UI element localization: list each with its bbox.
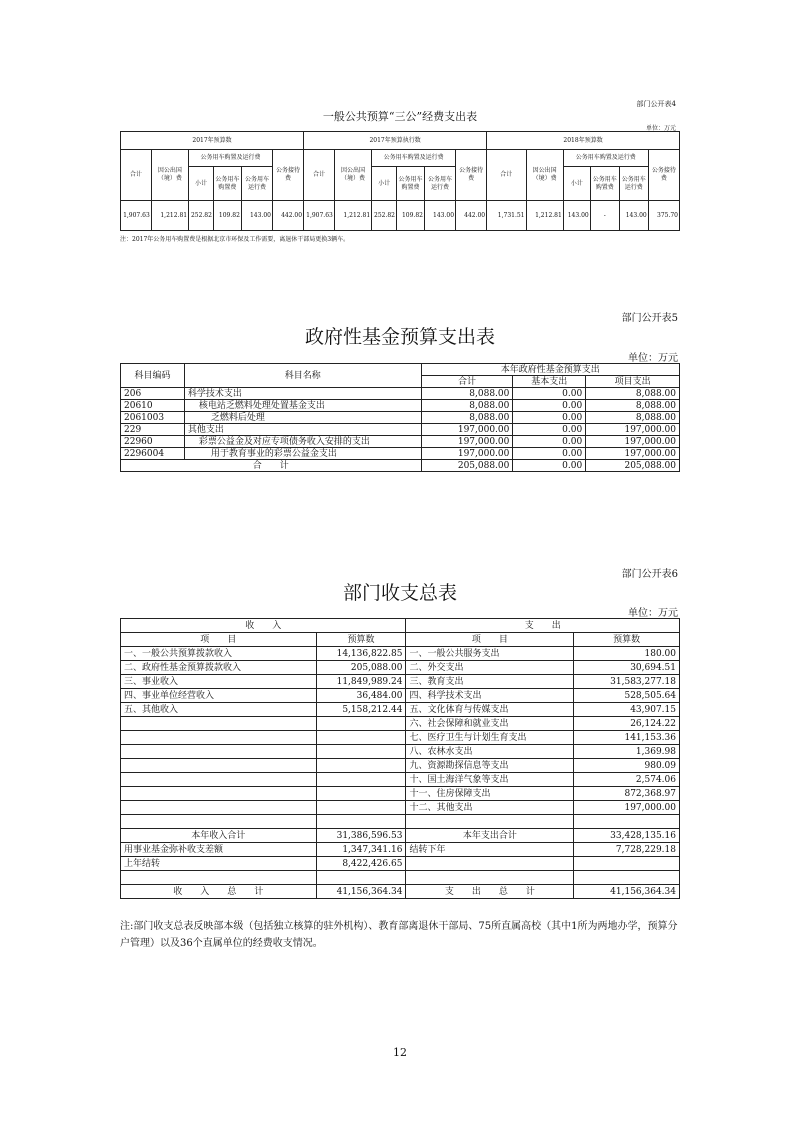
table4-unit: 单位：万元 <box>645 125 676 132</box>
table-row <box>121 703 680 717</box>
total-cell: 8,088.00 <box>421 400 513 412</box>
expense-item: 十二、其他支出 <box>406 801 574 815</box>
col-running: 公务用车运行费 <box>424 167 455 201</box>
total-cell: 197,000.00 <box>421 448 513 460</box>
table-row <box>121 675 680 689</box>
col-reception: 公务接待费 <box>272 150 303 201</box>
group-header-3: 2018年预算数 <box>487 132 680 150</box>
year-total-row <box>121 829 680 843</box>
income-item <box>121 745 317 759</box>
value-cell: 1,907.63 <box>304 201 335 231</box>
value-cell: 1,212.81 <box>526 201 563 231</box>
expense-value: 30,694.51 <box>574 661 680 675</box>
table-row <box>121 717 680 731</box>
table-row <box>121 661 680 675</box>
expense-item: 一、一般公共服务支出 <box>406 647 574 661</box>
value-cell: 143.00 <box>424 201 455 231</box>
empty-cell <box>316 871 406 885</box>
income-item <box>121 787 317 801</box>
basic-cell: 0.00 <box>513 424 586 436</box>
carry-value: 7,728,229.18 <box>574 843 680 857</box>
total-cell: 8,088.00 <box>421 412 513 424</box>
table-row <box>121 787 680 801</box>
col-subtotal: 小计 <box>189 167 214 201</box>
col-subtotal: 小计 <box>563 167 590 201</box>
expense-value: 528,505.64 <box>574 689 680 703</box>
fund-label: 用事业基金弥补收支差额 <box>121 843 317 857</box>
expense-value: 31,583,277.18 <box>574 675 680 689</box>
value-cell: 143.00 <box>563 201 590 231</box>
grand-total-row <box>121 885 680 899</box>
income-value: 205,088.00 <box>316 661 406 675</box>
table4-title: 一般公共预算“三公”经费支出表 <box>322 110 478 123</box>
total-cell: 8,088.00 <box>421 388 513 400</box>
table-row <box>121 759 680 773</box>
sum-project: 205,088.00 <box>586 460 680 472</box>
value-cell: 1,731.51 <box>487 201 526 231</box>
basic-cell: 0.00 <box>513 388 586 400</box>
col-total: 合计 <box>421 376 513 388</box>
expense-value: 43,907.15 <box>574 703 680 717</box>
table5-title: 政府性基金预算支出表 <box>304 326 495 348</box>
fund-row <box>121 843 680 857</box>
project-cell: 197,000.00 <box>586 424 680 436</box>
total-expense-label: 支 出 总 计 <box>406 885 574 899</box>
project-cell: 197,000.00 <box>586 436 680 448</box>
col-vehicle: 公务用车购置及运行费 <box>563 150 648 167</box>
prev-row <box>121 857 680 871</box>
expense-item: 四、科学技术支出 <box>406 689 574 703</box>
col-reception: 公务接待费 <box>648 150 679 201</box>
basic-cell: 0.00 <box>513 412 586 424</box>
col-name: 科目名称 <box>184 364 421 388</box>
table6-title: 部门收支总表 <box>342 582 457 604</box>
expense-item: 二、外交支出 <box>406 661 574 675</box>
income-value: 14,136,822.85 <box>316 647 406 661</box>
year-income-value: 31,386,596.53 <box>316 829 406 843</box>
table6-label: 部门公开表6 <box>621 569 678 580</box>
table4-note: 注：2017年公务用车购置费是根据北京市环保及工作需要，离退休干部局更换3辆车。 <box>120 236 350 243</box>
value-cell: 1,212.81 <box>151 201 188 231</box>
table-row <box>121 745 680 759</box>
expense-value: 980.09 <box>574 759 680 773</box>
income-value <box>316 717 406 731</box>
total-income-value: 41,156,364.34 <box>316 885 406 899</box>
col-total: 合计 <box>121 150 152 201</box>
empty-cell <box>121 871 317 885</box>
col-budget: 预算数 <box>574 633 680 647</box>
income-value <box>316 801 406 815</box>
code-cell: 22960 <box>121 436 185 448</box>
total-income-label: 收 入 总 计 <box>121 885 317 899</box>
name-cell: 科学技术支出 <box>184 388 421 400</box>
table-row <box>121 801 680 815</box>
total-cell: 197,000.00 <box>421 424 513 436</box>
code-cell: 206 <box>121 388 185 400</box>
code-cell: 2296004 <box>121 448 185 460</box>
empty-cell <box>406 871 574 885</box>
expense-item <box>406 815 574 829</box>
income-item <box>121 731 317 745</box>
sum-label: 合 计 <box>121 460 422 472</box>
value-cell: 375.70 <box>648 201 679 231</box>
table-row <box>121 424 680 436</box>
empty-cell <box>574 857 680 871</box>
fund-value: 1,347,341.16 <box>316 843 406 857</box>
table5-label: 部门公开表5 <box>621 313 678 324</box>
income-item: 二、政府性基金预算拨款收入 <box>121 661 317 675</box>
expense-header: 支 出 <box>406 619 680 633</box>
table-row <box>121 773 680 787</box>
year-expense-label: 本年支出合计 <box>406 829 574 843</box>
expense-item: 十、国土海洋气象等支出 <box>406 773 574 787</box>
income-value: 5,158,212.44 <box>316 703 406 717</box>
income-item: 三、事业收入 <box>121 675 317 689</box>
expense-item: 十一、住房保障支出 <box>406 787 574 801</box>
sum-basic: 0.00 <box>513 460 586 472</box>
income-value <box>316 745 406 759</box>
expense-value <box>574 815 680 829</box>
basic-cell: 0.00 <box>513 400 586 412</box>
col-group: 本年政府性基金预算支出 <box>421 364 679 376</box>
col-vehicle: 公务用车购置及运行费 <box>372 150 456 167</box>
name-cell: 核电站乏燃料处理处置基金支出 <box>184 400 421 412</box>
income-item <box>121 717 317 731</box>
income-item <box>121 815 317 829</box>
income-item: 四、事业单位经营收入 <box>121 689 317 703</box>
table-row <box>121 388 680 400</box>
expense-value: 872,368.97 <box>574 787 680 801</box>
col-running: 公务用车运行费 <box>619 167 648 201</box>
expense-item: 五、文化体育与传媒支出 <box>406 703 574 717</box>
expense-item: 七、医疗卫生与计划生育支出 <box>406 731 574 745</box>
expense-value: 26,124.22 <box>574 717 680 731</box>
value-cell: 143.00 <box>619 201 648 231</box>
col-total: 合计 <box>487 150 526 201</box>
expense-item: 九、资源勘探信息等支出 <box>406 759 574 773</box>
sum-total: 205,088.00 <box>421 460 513 472</box>
income-item <box>121 773 317 787</box>
group-header-1: 2017年预算数 <box>121 132 304 150</box>
income-value: 11,849,989.24 <box>316 675 406 689</box>
group-header-2: 2017年预算执行数 <box>304 132 487 150</box>
empty-row <box>121 871 680 885</box>
col-purchase: 公务用车购置费 <box>590 167 619 201</box>
income-value <box>316 731 406 745</box>
government-fund-expense-table <box>120 363 680 472</box>
name-cell: 彩票公益金及对应专项债务收入安排的支出 <box>184 436 421 448</box>
table4-label: 部门公开表4 <box>636 100 676 108</box>
col-total: 合计 <box>304 150 335 201</box>
col-project: 项目支出 <box>586 376 680 388</box>
basic-cell: 0.00 <box>513 436 586 448</box>
value-cell: 1,907.63 <box>121 201 152 231</box>
total-expense-value: 41,156,364.34 <box>574 885 680 899</box>
expense-value: 141,153.36 <box>574 731 680 745</box>
table-row <box>121 689 680 703</box>
sum-row <box>121 460 680 472</box>
code-cell: 2061003 <box>121 412 185 424</box>
name-cell: 用于教育事业的彩票公益金支出 <box>184 448 421 460</box>
prev-label: 上年结转 <box>121 857 317 871</box>
col-subtotal: 小计 <box>372 167 397 201</box>
value-cell: 442.00 <box>456 201 487 231</box>
col-item: 项 目 <box>406 633 574 647</box>
table-row <box>121 448 680 460</box>
expense-item: 三、教育支出 <box>406 675 574 689</box>
expense-item: 六、社会保障和就业支出 <box>406 717 574 731</box>
income-value <box>316 759 406 773</box>
table-row <box>121 436 680 448</box>
table-row <box>121 412 680 424</box>
project-cell: 8,088.00 <box>586 412 680 424</box>
project-cell: 197,000.00 <box>586 448 680 460</box>
col-abroad: 因公出国（境）费 <box>334 150 371 201</box>
year-expense-value: 33,428,135.16 <box>574 829 680 843</box>
page-number: 12 <box>393 1046 407 1059</box>
income-value <box>316 773 406 787</box>
table6-unit: 单位：万元 <box>628 608 678 619</box>
project-cell: 8,088.00 <box>586 400 680 412</box>
expense-item: 八、农林水支出 <box>406 745 574 759</box>
project-cell: 8,088.00 <box>586 388 680 400</box>
year-income-label: 本年收入合计 <box>121 829 317 843</box>
empty-cell <box>574 871 680 885</box>
empty-cell <box>406 857 574 871</box>
table5-unit: 单位：万元 <box>628 353 678 364</box>
col-vehicle: 公务用车购置及运行费 <box>189 150 273 167</box>
table-row <box>121 400 680 412</box>
total-cell: 197,000.00 <box>421 436 513 448</box>
table-row <box>121 731 680 745</box>
income-value: 36,484.00 <box>316 689 406 703</box>
expense-value: 180.00 <box>574 647 680 661</box>
col-code: 科目编码 <box>121 364 185 388</box>
table-row <box>121 647 680 661</box>
name-cell: 乏燃料后处理 <box>184 412 421 424</box>
col-item: 项 目 <box>121 633 317 647</box>
col-abroad: 因公出国（境）费 <box>526 150 563 201</box>
value-cell: - <box>590 201 619 231</box>
value-cell: 109.82 <box>397 201 425 231</box>
income-value <box>316 815 406 829</box>
income-header: 收 入 <box>121 619 406 633</box>
col-running: 公务用车运行费 <box>241 167 272 201</box>
expense-value: 1,369.98 <box>574 745 680 759</box>
col-purchase: 公务用车购置费 <box>213 167 241 201</box>
col-abroad: 因公出国（境）费 <box>151 150 188 201</box>
value-cell: 442.00 <box>272 201 303 231</box>
three-public-expense-table <box>120 131 680 231</box>
code-cell: 229 <box>121 424 185 436</box>
code-cell: 20610 <box>121 400 185 412</box>
basic-cell: 0.00 <box>513 448 586 460</box>
value-cell: 109.82 <box>213 201 241 231</box>
col-basic: 基本支出 <box>513 376 586 388</box>
table6-note: 注:部门收支总表反映部本级（包括独立核算的驻外机构）、教育部离退休干部局、75所直属高校（其中1所为两地办学，预算分户管理）以及36个直属单位的经费收支情况。 <box>120 921 678 949</box>
income-item: 一、一般公共预算拨款收入 <box>121 647 317 661</box>
expense-value: 197,000.00 <box>574 801 680 815</box>
value-cell: 1,212.81 <box>334 201 371 231</box>
table-row <box>121 815 680 829</box>
col-budget: 预算数 <box>316 633 406 647</box>
income-expense-summary-table <box>120 618 680 899</box>
name-cell: 其他支出 <box>184 424 421 436</box>
col-purchase: 公务用车购置费 <box>397 167 425 201</box>
value-cell: 143.00 <box>241 201 272 231</box>
income-item: 五、其他收入 <box>121 703 317 717</box>
col-reception: 公务接待费 <box>456 150 487 201</box>
income-item <box>121 801 317 815</box>
prev-value: 8,422,426.65 <box>316 857 406 871</box>
expense-value: 2,574.06 <box>574 773 680 787</box>
value-cell: 252.82 <box>372 201 397 231</box>
income-value <box>316 787 406 801</box>
value-cell: 252.82 <box>189 201 214 231</box>
income-item <box>121 759 317 773</box>
carry-label: 结转下年 <box>406 843 574 857</box>
